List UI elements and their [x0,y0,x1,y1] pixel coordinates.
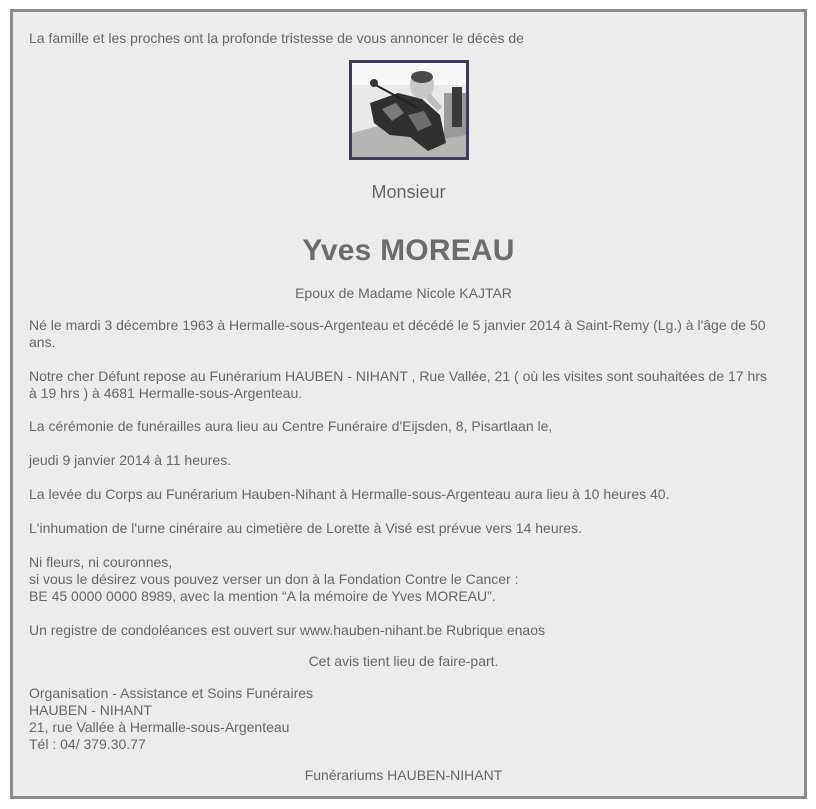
deceased-photo [349,60,469,160]
flowers-line-3: BE 45 0000 0000 8989, avec la mention “A la mémoire de Yves MOREAU”. [29,588,496,604]
flowers-line-1: Ni fleurs, ni couronnes, [29,554,173,570]
registry-paragraph: Un registre de condoléances est ouvert sur www.hauben-nihant.be Rubrique enaos [29,622,545,638]
ceremony-paragraph: La cérémonie de funérailles aura lieu au Centre Funéraire d'Eijsden, 8, Pisartlaan le, [29,418,553,434]
levee-paragraph: La levée du Corps au Funérarium Hauben-Nihant à Hermalle-sous-Argenteau aura lieu à 10 heures 40. [29,486,670,502]
honorific: Monsieur [371,182,446,202]
organisation-phone: Tél : 04/ 379.30.77 [29,736,146,752]
intro-text: La famille et les proches ont la profonde tristesse de vous annoncer le décès de [29,30,524,46]
birth-death-paragraph: Né le mardi 3 décembre 1963 à Hermalle-sous-Argenteau et décédé le 5 janvier 2014 à Saint-Remy (Lg.) à l'âge de 50 ans. [29,317,766,350]
footer-text: Funérariums HAUBEN-NIHANT [304,767,503,783]
spouse-line: Epoux de Madame Nicole KAJTAR [295,285,512,301]
inhumation-paragraph: L'inhumation de l'urne cinéraire au cimetière de Lorette à Visé est prévue vers 14 heures. [29,520,582,536]
deceased-name: Yves MOREAU [302,234,515,267]
portrait-image [352,63,466,157]
ceremony-date: jeudi 9 janvier 2014 à 11 heures. [29,452,232,468]
flowers-line-2: si vous le désirez vous pouvez verser un don à la Fondation Contre le Cancer : [29,571,519,587]
organisation-address: 21, rue Vallée à Hermalle-sous-Argenteau [29,719,290,735]
organisation-line-1: Organisation - Assistance et Soins Funéraires [29,685,314,701]
organisation-line-2: HAUBEN - NIHANT [29,702,152,718]
obituary-card [10,9,807,799]
notice-text: Cet avis tient lieu de faire-part. [308,653,499,669]
rest-location-paragraph: Notre cher Défunt repose au Funérarium HAUBEN - NIHANT , Rue Vallée, 21 ( où les visites sont souhaitées de 17 hrs à 19 hrs ) à 4681 Hermalle-sous-Argenteau. [29,368,767,401]
